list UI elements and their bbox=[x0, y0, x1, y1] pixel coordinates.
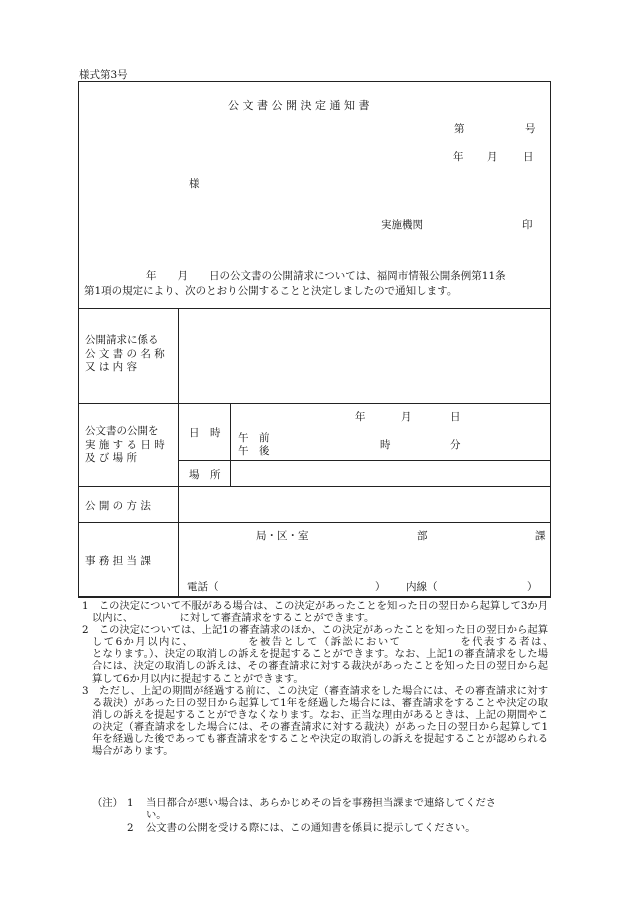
agency-label: 実施機関 bbox=[381, 219, 423, 231]
datetime-label: 日 時 bbox=[189, 427, 221, 439]
am-label: 午 前 bbox=[238, 432, 270, 444]
section-label: 課 bbox=[535, 530, 546, 542]
form-number: 様式第3号 bbox=[79, 69, 128, 81]
schedule-label: 公文書の公開を 実 施 す る 日 時 及 び 場 所 bbox=[85, 425, 165, 464]
department-label: 部 bbox=[417, 530, 428, 542]
rule-method-bottom bbox=[78, 522, 551, 523]
rule-office-bottom bbox=[78, 597, 551, 598]
note-3: 3 ただし、上記の期間が経過する前に、この決定（審査請求をした場合には、その審査請求に対する裁決）があった日の翌日から起算して1年を経過した場合には、審査請求をすることや決定の取消しの訴えを提起することができなくなります。なお、正当な理由があるときは、上記の期間やこの決定（審査請求をした場合には、その審査請求に対する裁決）があった日の翌日から起算して1年を経過した後であっても審査請求をすることや決定の取消しの訴えを提起することが認められる場合があります。 bbox=[82, 684, 548, 758]
rule-subject-bottom bbox=[78, 403, 551, 404]
appeal-notes bbox=[82, 600, 600, 758]
footnote-1-line-2: い。 bbox=[146, 809, 167, 821]
addressee-suffix: 様 bbox=[189, 178, 200, 190]
place-label: 場 所 bbox=[189, 469, 221, 481]
number-suffix: 号 bbox=[525, 123, 536, 135]
rule-schedule-bottom bbox=[78, 486, 551, 487]
note-2: 2 この決定については、上記1の審査請求のほか、この決定があったことを知った日の翌日から起算して6か月以内に、 を被告として（訴訟において を代表する者は、 となります。）、決定の取消しの訴えを提起することができます。なお、上記1の審査請求をした場合には、決定の取消しの訴えは、その審査請求に対する裁決があったことを知った日の翌日から起算して6か月以内に提起することができます。 bbox=[82, 624, 600, 685]
phone-close: ） bbox=[375, 581, 386, 593]
date-month-label: 月 bbox=[487, 151, 498, 163]
rule-sublabel-column bbox=[230, 403, 231, 486]
body-line-2: 第1項の規定により、次のとおり公開することと決定しましたので通知します。 bbox=[84, 285, 458, 297]
number-prefix: 第 bbox=[454, 123, 465, 135]
seal-mark: 印 bbox=[522, 219, 533, 231]
office-label: 事 務 担 当 課 bbox=[85, 555, 151, 567]
footnote-label: （注） bbox=[92, 797, 123, 809]
schedule-month-label: 月 bbox=[401, 411, 412, 423]
body-line-1: 年 月 日の公文書の公開請求については、福岡市情報公開条例第11条 bbox=[146, 270, 506, 282]
rule-label-column bbox=[178, 308, 179, 597]
footnote-2-text: 公文書の公開を受ける際には、この通知書を係員に提示してください。 bbox=[146, 822, 476, 834]
form-title: 公 文 書 公 開 決 定 通 知 書 bbox=[228, 99, 370, 112]
footnote-2-number: 2 bbox=[127, 822, 134, 834]
bureau-label: 局・区・室 bbox=[256, 530, 309, 542]
schedule-day-label: 日 bbox=[450, 411, 461, 423]
rule-datetime-bottom bbox=[178, 460, 551, 461]
date-day-label: 日 bbox=[523, 151, 534, 163]
rule-table-top bbox=[78, 308, 551, 309]
extension-label: 内線（ bbox=[406, 581, 438, 593]
hour-label: 時 bbox=[380, 439, 391, 451]
extension-close: ） bbox=[527, 581, 538, 593]
schedule-year-label: 年 bbox=[355, 411, 366, 423]
footnote-1-line-1: 当日都合が悪い場合は、あらかじめその旨を事務担当課まで連絡してくださ bbox=[146, 797, 497, 809]
subject-label: 公開請求に係る 公 文 書 の 名 称 又 は 内 容 bbox=[85, 334, 165, 373]
footnote-1-number: 1 bbox=[127, 797, 134, 809]
phone-label: 電話（ bbox=[187, 581, 219, 593]
date-year-label: 年 bbox=[453, 151, 464, 163]
note-1: 1 この決定について不服がある場合は、この決定があったことを知った日の翌日から起算して3か月以内に、 に対して審査請求をすることができます。 bbox=[82, 600, 548, 625]
method-label: 公 開 の 方 法 bbox=[85, 500, 151, 512]
pm-label: 午 後 bbox=[238, 445, 270, 457]
minute-label: 分 bbox=[450, 439, 461, 451]
